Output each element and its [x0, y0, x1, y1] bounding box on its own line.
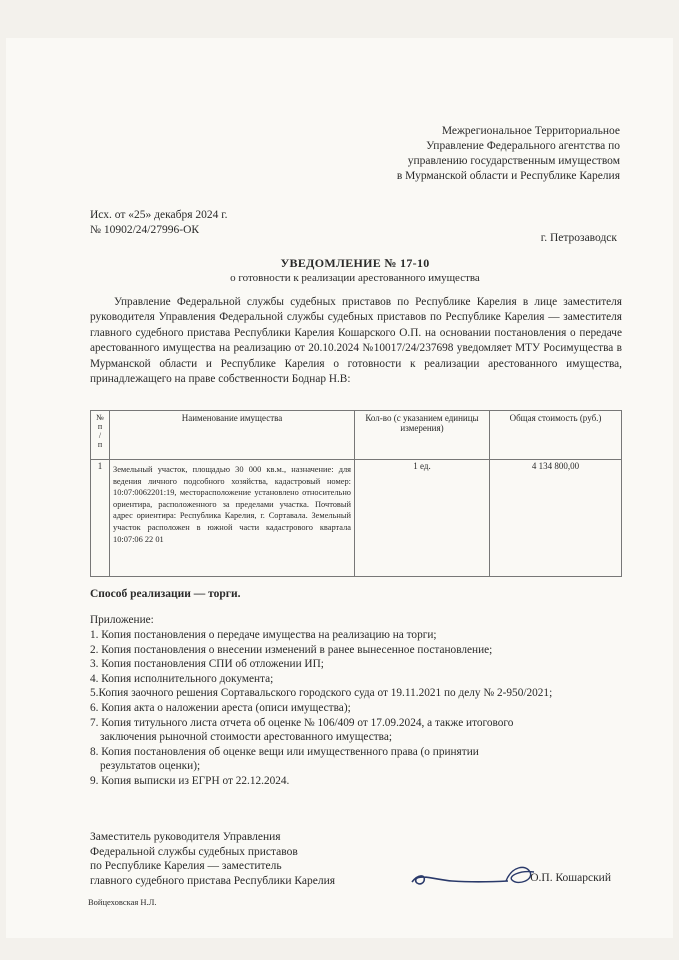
addressee-line: управлению государственным имуществом — [407, 155, 620, 167]
row-number: 1 — [91, 460, 110, 577]
signatory-line: Заместитель руководителя Управления — [90, 831, 281, 843]
signatory-name: О.П. Кошарский — [530, 872, 611, 884]
attachment-text: 1. Копия постановления о передаче имущества на реализацию на торги; — [90, 629, 437, 641]
signatory-line: по Республике Карелия — заместитель — [90, 860, 282, 873]
list-item — [90, 745, 630, 774]
header-number-text: п — [97, 440, 103, 449]
attachment-text-continued: заключения рыночной стоимости арестованного имущества; — [100, 731, 392, 744]
sale-method: Способ реализации — торги. — [90, 588, 241, 600]
attachment-text: 4. Копия исполнительного документа; — [90, 672, 274, 685]
list-item — [90, 686, 630, 701]
list-item — [90, 774, 630, 789]
attachment-text: 7. Копия титульного листа отчета об оценке № 106/409 от 17.09.2024, а также итогового — [90, 716, 514, 729]
list-item — [90, 716, 630, 745]
list-item — [90, 628, 630, 643]
outgoing-number: № 10902/24/27996-ОК — [90, 224, 200, 236]
row-quantity: 1 ед. — [355, 460, 490, 577]
attachment-text: 2. Копия постановления о внесении изменений в ранее вынесенное постановление; — [90, 643, 493, 656]
table-header-row — [91, 411, 622, 460]
addressee-block — [360, 124, 620, 184]
addressee-line: в Мурманской области и Республике Карелия — [396, 170, 620, 182]
attachment-text: 9. Копия выписки из ЕГРН от 22.12.2024. — [90, 774, 290, 787]
table-row — [91, 460, 622, 577]
document-subtitle: о готовности к реализации арестованного имущества — [230, 272, 480, 284]
header-number — [91, 411, 110, 460]
addressee-line: Управление Федерального агентства по — [426, 140, 620, 152]
attachment-text: 6. Копия акта о наложении ареста (описи имущества); — [90, 701, 351, 714]
header-name: Наименование имущества — [110, 411, 355, 460]
outgoing-reference — [90, 208, 228, 238]
outgoing-date: Исх. от «25» декабря 2024 г. — [90, 209, 228, 221]
header-number-text: / — [98, 431, 102, 440]
attachment-text: 8. Копия постановления об оценке вещи или имущественного права (о принятии — [90, 745, 479, 758]
attachment-text-continued: результатов оценки); — [100, 760, 201, 773]
list-item — [90, 657, 630, 672]
list-item — [90, 672, 630, 687]
addressee-line: Межрегиональное Территориальное — [441, 125, 620, 137]
executor-name: Войцеховская Н.Л. — [88, 897, 157, 907]
signatory-position — [90, 830, 335, 888]
header-number-text: № — [96, 413, 104, 422]
body-paragraph: Управление Федеральной службы судебных приставов по Республике Карелия в лице заместителя руководителя Управления Федеральной службы судебных приставов по Республике Карелия — заместителя главного судебного пристава Республики Карелия Кошарского О.П. на основании постановления о передаче арестованного имущества на реализацию от 20.10.2024 №10017/24/237698 уведомляет МТУ Росимущества в Мурманской области и Республике Карелия о готовности к реализации арестованного имущества, принадлежащего на праве собственности Боднар Н.В: — [90, 296, 622, 386]
row-total: 4 134 800,00 — [490, 460, 622, 577]
attachments-heading: Приложение: — [90, 614, 154, 626]
handwritten-signature — [408, 860, 538, 890]
attachment-text: 5.Копия заочного решения Сортавальского городского суда от 19.11.2021 по делу № 2-950/2021; — [90, 687, 553, 700]
document-title: УВЕДОМЛЕНИЕ № 17-10 — [280, 256, 430, 270]
attachments-list — [90, 628, 630, 789]
property-table — [90, 410, 622, 577]
header-total: Общая стоимость (руб.) — [490, 411, 622, 460]
signatory-line: Федеральной службы судебных приставов — [90, 845, 298, 858]
row-description: Земельный участок, площадью 30 000 кв.м., назначение: для ведения личного подсобного хозяйства, кадастровый номер: 10:07:0062201:19, месторасположение установлено относительно ориентира, расположенного за пределами участка. Почтовый адрес ориентира: Республика Карелия, г. Сортавала. Земельный участок расположен в южной части кадастрового квартала 10:07:06 22 01 — [110, 460, 355, 577]
list-item — [90, 701, 630, 716]
attachment-text: 3. Копия постановления СПИ об отложении ИП; — [90, 658, 324, 671]
header-number-text: п — [97, 422, 103, 431]
city: г. Петрозаводск — [540, 232, 617, 244]
header-quantity: Кол-во (с указанием единицы измерения) — [355, 411, 490, 460]
signatory-line: главного судебного пристава Республики Карелия — [90, 874, 336, 887]
list-item — [90, 643, 630, 658]
